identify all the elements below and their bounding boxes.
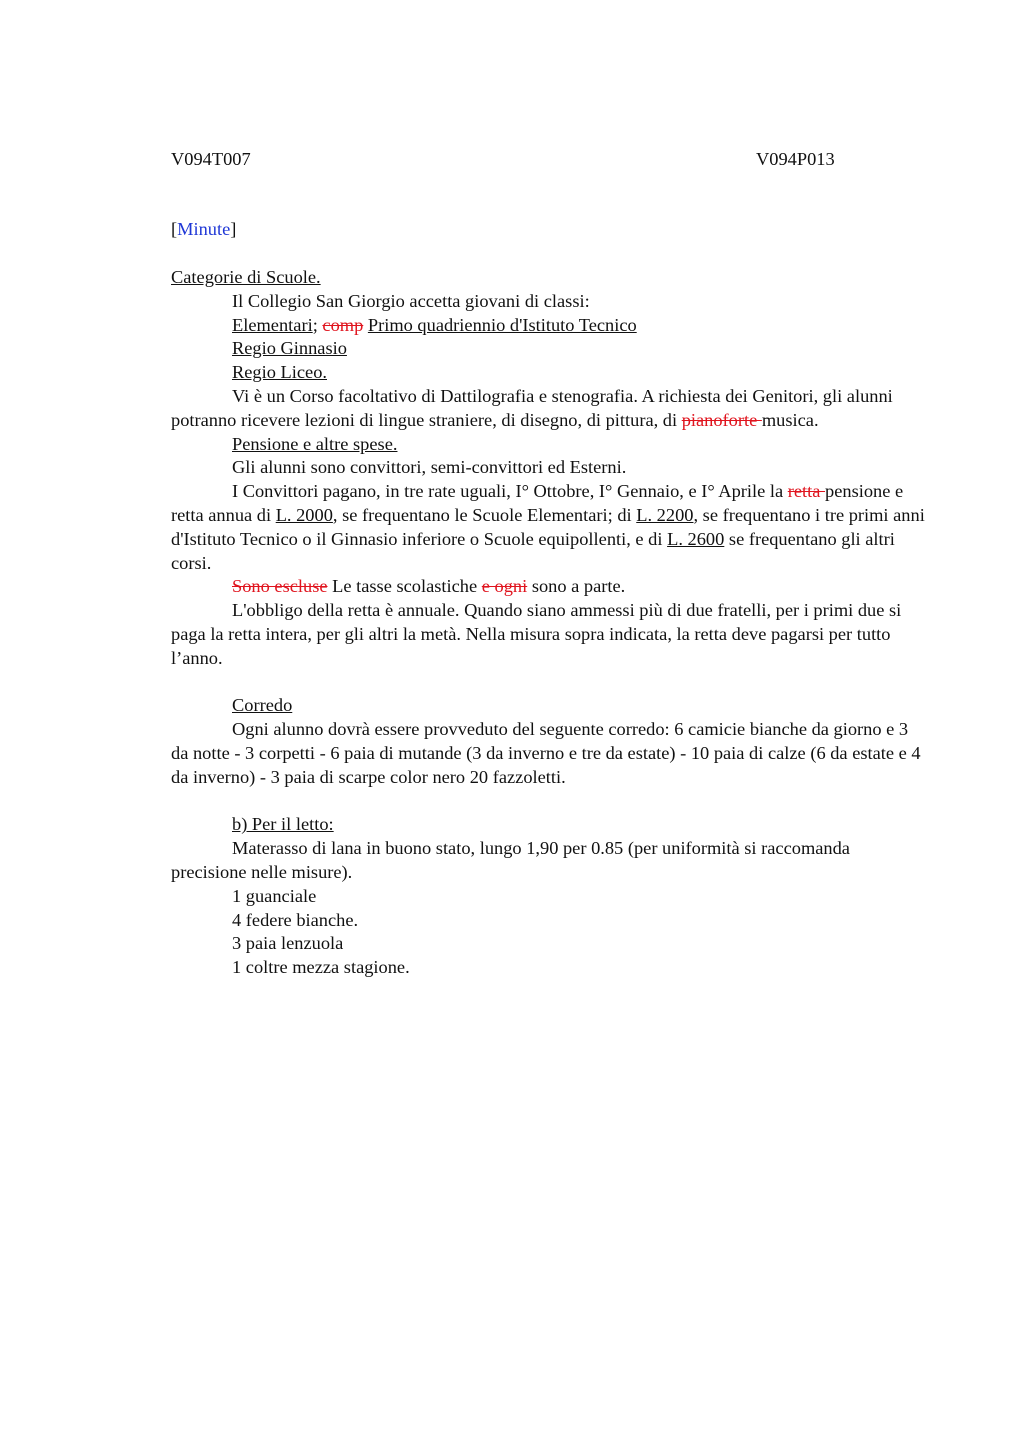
class-regio-ginnasio: Regio Ginnasio [232, 338, 347, 359]
deleted-text: comp [322, 314, 364, 335]
list-item: 1 guanciale [232, 885, 317, 906]
letto-text: Materasso di lana in buono stato, lungo 1,90 per 0.85 (per uniformità si raccomanda precisione nelle misure). [171, 838, 850, 882]
document-code-right: V094P013 [756, 149, 835, 169]
pensione-p2-text: se frequentano gli altri corsi. [171, 528, 895, 573]
document-code-left: V094T007 [171, 149, 251, 169]
section-heading-corredo: Corredo [232, 695, 293, 716]
pensione-p2-text: , se frequentano le Scuole Elementari; di [332, 504, 637, 525]
categorie-line-elementari [171, 314, 927, 338]
deleted-text: e ogni [481, 576, 528, 597]
section-heading-letto: b) Per il letto: [232, 814, 334, 835]
minute-bracket-open: [ [171, 219, 178, 239]
class-regio-liceo: Regio Liceo. [232, 362, 327, 383]
deleted-text: retta [787, 481, 826, 502]
spacer [171, 671, 927, 695]
corso-text: Vi è un Corso facoltativo di Dattilografia e stenografia. A richiesta dei Genitori, gli alunni potranno ricevere lezioni di lingue straniere, di disegno, di pittura, di [171, 385, 893, 430]
section-heading-categorie: Categorie di Scuole. [171, 267, 321, 287]
spacer [171, 790, 927, 814]
class-primo-quadriennio: Primo quadriennio d'Istituto Tecnico [367, 314, 637, 335]
list-item: 3 paia lenzuola [232, 933, 344, 954]
minute-marker [171, 218, 236, 242]
amount-2600: L. 2600 [667, 528, 725, 549]
corso-paragraph [171, 385, 927, 433]
pensione-p4: L'obbligo della retta è annuale. Quando siano ammessi più di due fratelli, per i primi due si paga la retta intera, per gli altri la metà. Nella misura sopra indicata, la retta deve pagarsi per tutto l’anno. [171, 600, 902, 668]
pensione-p3 [171, 575, 927, 599]
pensione-p2-text: pensione e retta annua di [171, 481, 904, 525]
minute-link[interactable]: Minute [177, 219, 231, 239]
corredo-text: Ogni alunno dovrà essere provveduto del seguente corredo: 6 camicie bianche da giorno e 3 da notte - 3 corpetti - 6 paia di mutande (3 da inverno e tre da estate) - 10 paia di calze (6 da estate e 4 da inverno) - 3 paia di scarpe color nero 20 fazzoletti. [171, 719, 921, 787]
amount-2000: L. 2000 [275, 504, 333, 525]
pensione-p2-text: , se frequentano i tre primi anni d'Istituto Tecnico o il Ginnasio inferiore o Scuole equipollenti, e di [171, 504, 925, 549]
pensione-p1: Gli alunni sono convittori, semi-convittori ed Esterni. [232, 457, 627, 478]
corso-end: musica. [761, 409, 819, 430]
minute-bracket-close: ] [230, 219, 237, 239]
deleted-text: Sono escluse [232, 576, 328, 597]
pensione-p3-text: sono a parte. [527, 576, 626, 597]
categorie-intro: Il Collegio San Giorgio accetta giovani di classi: [232, 290, 590, 311]
list-item: 4 federe bianche. [232, 909, 359, 930]
pensione-p3-text: Le tasse scolastiche [327, 576, 482, 597]
pensione-p2-text: I Convittori pagano, in tre rate uguali, I° Ottobre, I° Gennaio, e I° Aprile la [232, 481, 788, 502]
deleted-text: pianoforte [681, 409, 762, 430]
pensione-p2 [171, 480, 927, 575]
list-item: 1 coltre mezza stagione. [232, 957, 410, 978]
section-heading-pensione: Pensione e altre spese. [232, 433, 398, 454]
amount-2200: L. 2200 [636, 504, 694, 525]
separator: ; [312, 314, 323, 335]
document-body [171, 266, 927, 980]
class-elementari: Elementari [232, 314, 313, 335]
